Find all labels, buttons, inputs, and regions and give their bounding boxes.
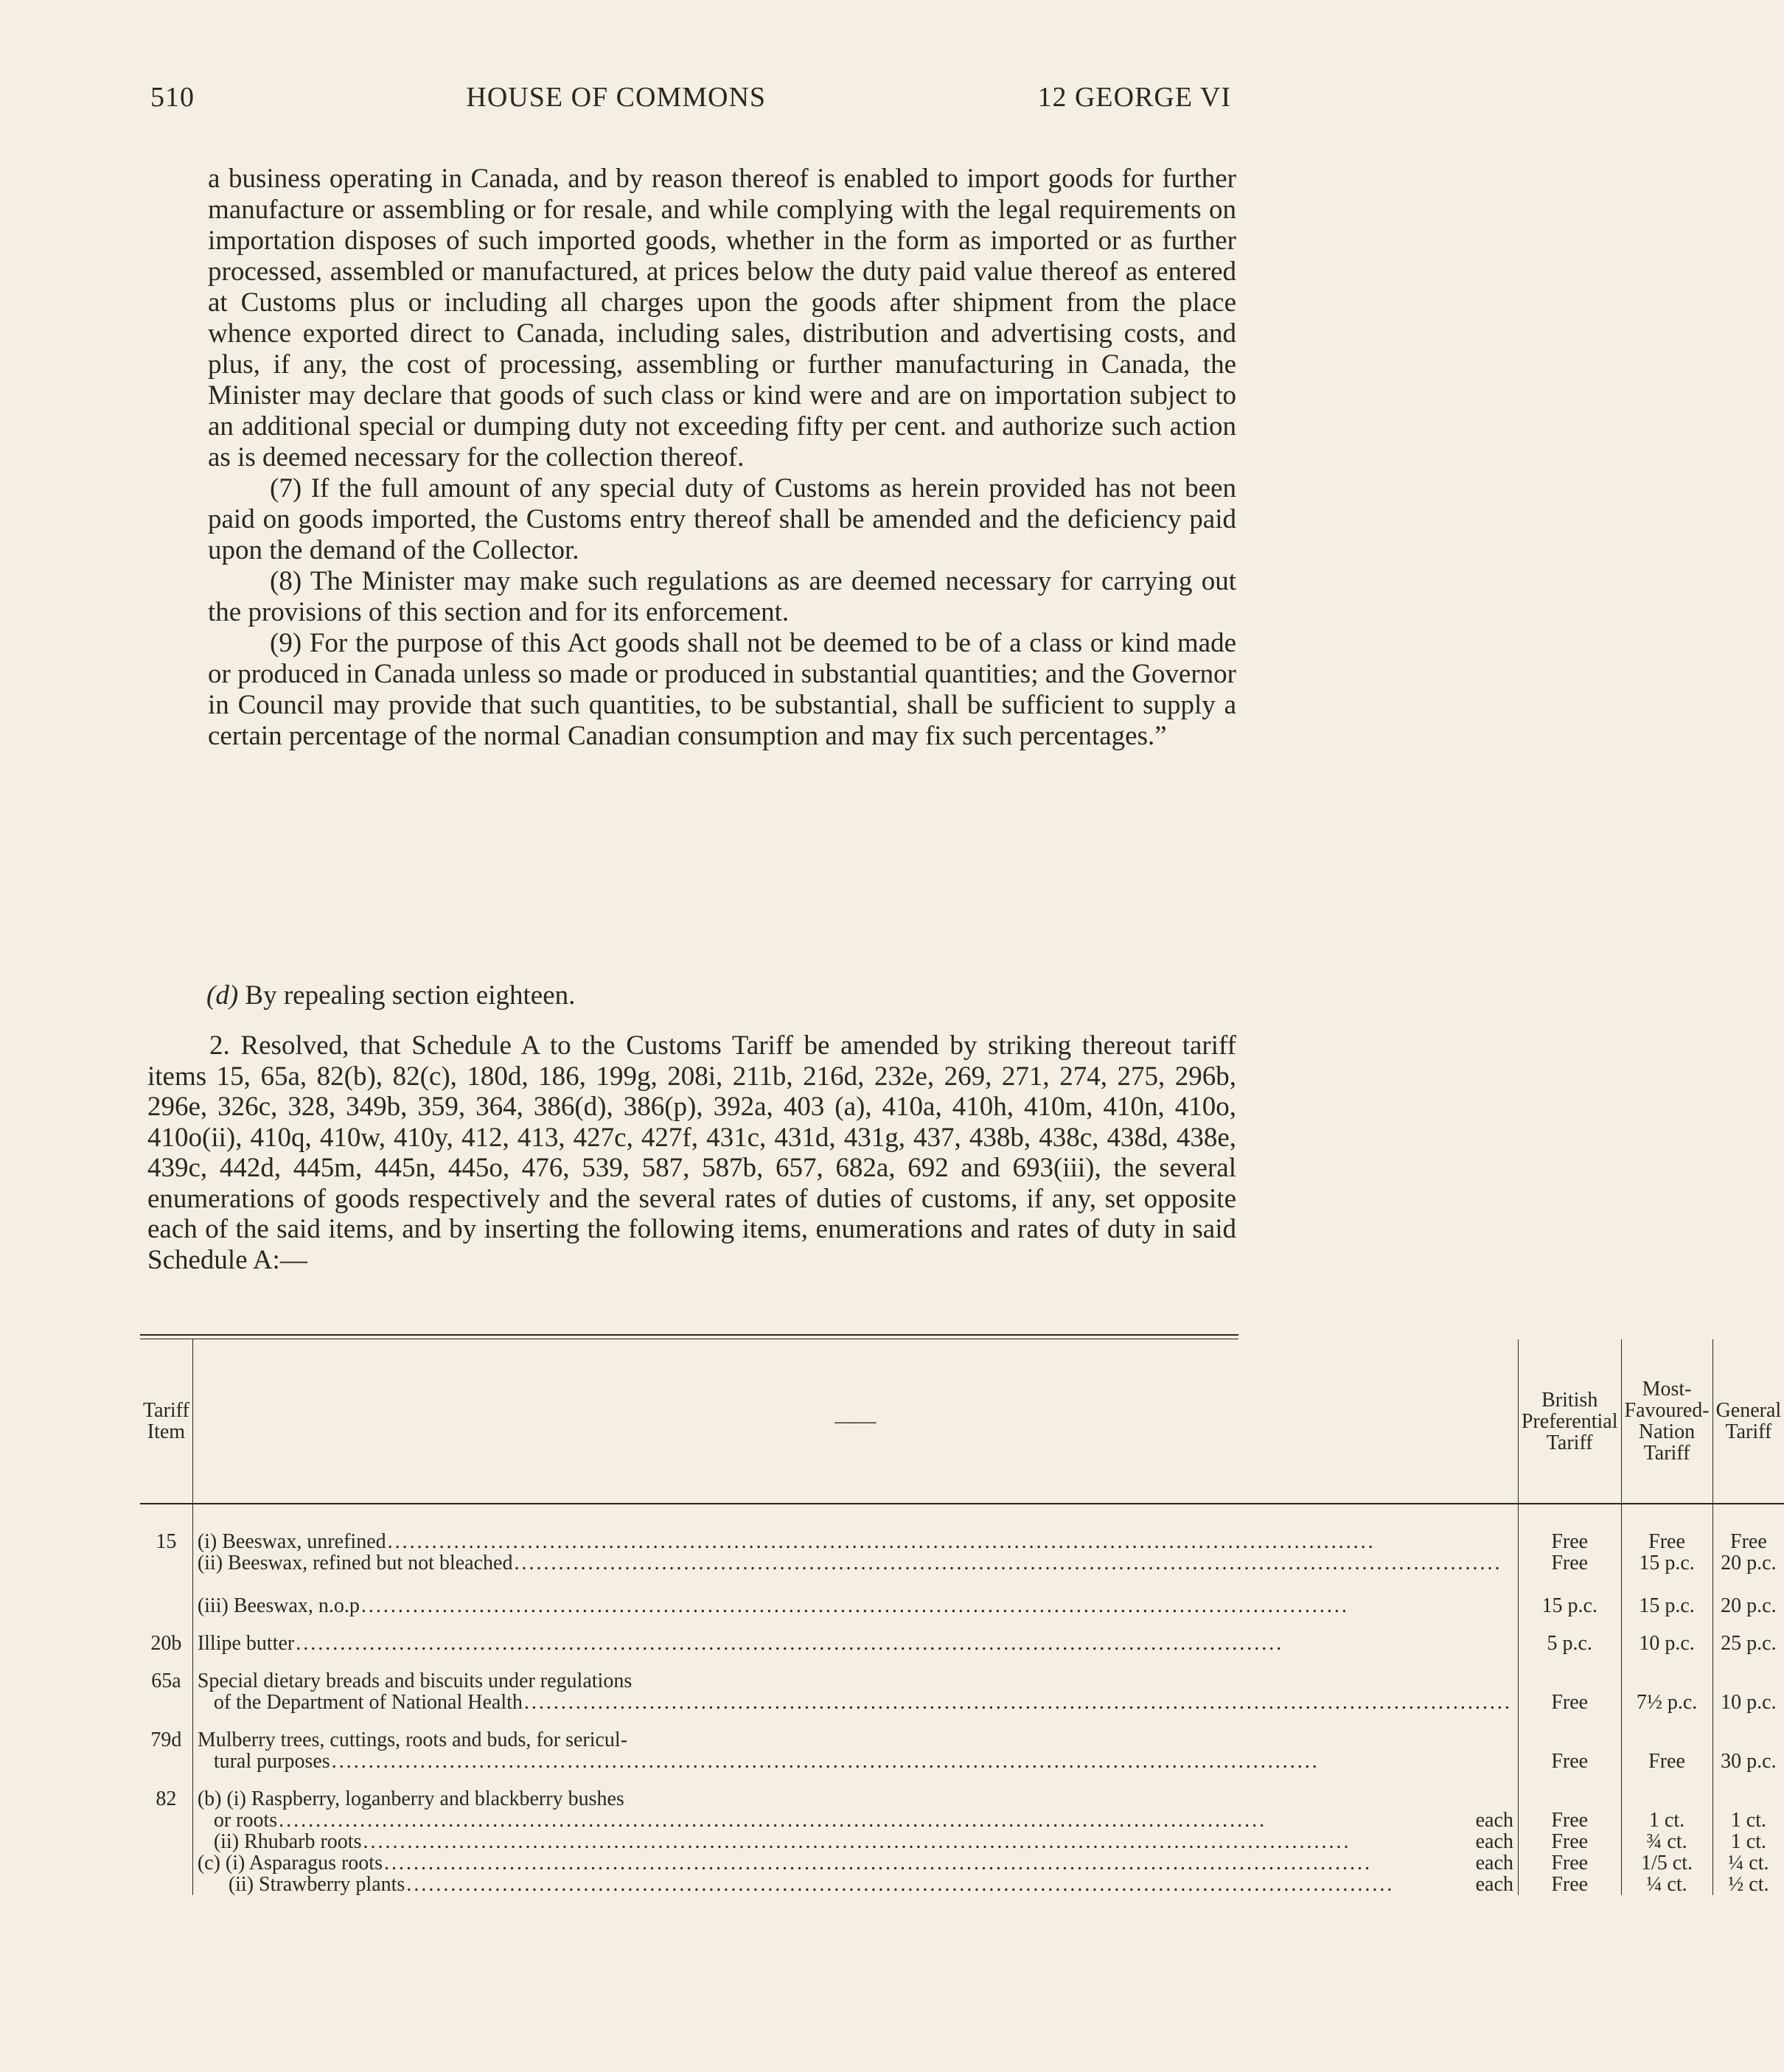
resolution-text: 2. Resolved, that Schedule A to the Customs Tariff be amended by striking thereout tariff items 15, 65a, 82(b), 82(c), 180d, 186, 199g, 208i, 211b, 216d, 232e, 269, 271, 274, 275, 296b, 296e, 326c, 328, 349b, 359, 364, 386(d), 386(p), 392a, 403 (a), 410a, 410h, 410m, 410n, 410o, 410o(ii), 410q, 410w, 410y, 412, 413, 427c, 427f, 431c, 431d, 431g, 437, 438b, 438c, 438d, 438e, 439c, 442d, 445m, 445n, 445o, 476, 539, 587, 587b, 657, 682a, 692 and 693(iii), the several enumerations of goods respectively and the several rates of duties of customs, if any, set opposite each of the said items, and by inserting the following items, enumerations and rates of duty in said Schedule A:— xyxy=(147,1030,1236,1275)
mfn-rate xyxy=(1626,1670,1708,1692)
general-rate: 20 p.c. xyxy=(1721,1594,1777,1617)
tariff-description xyxy=(192,1654,1518,1713)
description-line xyxy=(198,1751,1513,1772)
british-preferential-rate: Free xyxy=(1551,1830,1589,1853)
description-line xyxy=(198,1531,1513,1552)
description-line xyxy=(198,1810,1513,1831)
mfn-rate: 1/5 ct. xyxy=(1641,1852,1693,1874)
table-row xyxy=(140,1713,1784,1772)
mfn-rate xyxy=(1626,1574,1708,1595)
tariff-description xyxy=(192,1504,1518,1616)
description-text: (b) (i) Raspberry, loganberry and blackberry bushes xyxy=(197,1787,624,1810)
mfn-rate: ¼ ct. xyxy=(1646,1873,1687,1896)
running-head xyxy=(150,81,1231,114)
british-preferential-rate: Free xyxy=(1551,1750,1589,1773)
dot-leader xyxy=(514,1552,1511,1574)
general-rate-cell xyxy=(1712,1772,1784,1895)
description-text: (c) (i) Asparagus roots xyxy=(197,1852,383,1874)
general-rate xyxy=(1718,1574,1780,1595)
description-line xyxy=(198,1670,1513,1692)
british-preferential-rate: Free xyxy=(1551,1852,1589,1874)
general-rate-cell xyxy=(1712,1654,1784,1713)
unit-label: each xyxy=(1475,1873,1513,1896)
british-preferential-rate: Free xyxy=(1551,1873,1589,1896)
header-most-favoured-nation: Most-Favoured-Nation Tariff xyxy=(1621,1339,1712,1504)
dot-leader xyxy=(388,1531,1512,1552)
paragraph-8: (8) The Minister may make such regulations as are deemed necessary for carrying out the provisions of this section and for its enforcement. xyxy=(208,566,1236,627)
table-top-rule xyxy=(140,1334,1238,1339)
table-row xyxy=(140,1654,1784,1713)
description-text: (ii) Strawberry plants xyxy=(228,1873,405,1896)
table-row xyxy=(140,1504,1784,1616)
mfn-rate: Free xyxy=(1648,1530,1685,1553)
mfn-rate xyxy=(1626,1729,1708,1751)
general-rate xyxy=(1718,1729,1780,1751)
header-tariff-item: Tariff Item xyxy=(140,1339,192,1504)
description-line xyxy=(198,1788,1513,1810)
dot-leader xyxy=(296,1633,1512,1654)
general-rate-cell xyxy=(1712,1504,1784,1616)
tariff-item-number: 15 xyxy=(156,1530,177,1553)
description-text: (i) Beeswax, unrefined xyxy=(197,1530,386,1553)
mfn-rate: 15 p.c. xyxy=(1639,1594,1695,1617)
general-rate-cell xyxy=(1712,1616,1784,1654)
tariff-description xyxy=(192,1616,1518,1654)
british-preferential-rate: Free xyxy=(1551,1552,1589,1574)
general-rate: 1 ct. xyxy=(1730,1830,1766,1853)
general-rate xyxy=(1718,1788,1780,1810)
general-rate: Free xyxy=(1730,1530,1767,1553)
description-text: Illipe butter xyxy=(197,1632,295,1655)
general-rate-cell xyxy=(1712,1713,1784,1772)
general-rate: ¼ ct. xyxy=(1728,1852,1769,1874)
mfn-rate: 15 p.c. xyxy=(1639,1552,1695,1574)
british-preferential-rate-cell xyxy=(1518,1654,1621,1713)
unit-label: each xyxy=(1475,1852,1513,1874)
british-preferential-rate-cell xyxy=(1518,1504,1621,1616)
tariff-item-number: 82 xyxy=(156,1787,177,1810)
tariff-item-number: 79d xyxy=(150,1729,182,1751)
dot-leader xyxy=(524,1692,1512,1713)
general-rate: 20 p.c. xyxy=(1721,1552,1777,1574)
tariff-description xyxy=(192,1713,1518,1772)
dot-leader xyxy=(363,1831,1474,1852)
british-preferential-rate-cell xyxy=(1518,1713,1621,1772)
general-rate: 10 p.c. xyxy=(1721,1691,1777,1714)
description-line xyxy=(198,1874,1513,1895)
paragraph-9: (9) For the purpose of this Act goods shall not be deemed to be of a class or kind made or produced in Canada unless so made or produced in substantial quantities; and the Governor in Council may provide that such quantities, to be substantial, shall be sufficient to supply a certain percentage of the normal Canadian consumption and may fix such percentages.” xyxy=(208,628,1236,751)
description-line xyxy=(198,1729,1513,1751)
description-line xyxy=(198,1831,1513,1852)
unit-label: each xyxy=(1475,1830,1513,1853)
body-text xyxy=(208,164,1236,752)
british-preferential-rate: 5 p.c. xyxy=(1547,1632,1592,1655)
description-line xyxy=(198,1692,1513,1713)
description-text: (iii) Beeswax, n.o.p xyxy=(197,1594,360,1617)
tariff-table xyxy=(140,1334,1782,1896)
clause-d-text: By repealing section eighteen. xyxy=(245,980,576,1011)
header-description: —— xyxy=(192,1339,1518,1504)
clause-d xyxy=(208,980,575,1011)
mfn-rate xyxy=(1626,1788,1708,1810)
general-rate xyxy=(1718,1670,1780,1692)
session-label: 12 GEORGE VI xyxy=(1037,82,1231,113)
mfn-rate: Free xyxy=(1648,1750,1685,1773)
description-text: (ii) Rhubarb roots xyxy=(213,1830,362,1853)
description-text: of the Department of National Health xyxy=(213,1691,523,1714)
mfn-rate-cell xyxy=(1621,1713,1712,1772)
general-rate: 1 ct. xyxy=(1730,1809,1766,1832)
mfn-rate-cell xyxy=(1621,1616,1712,1654)
tariff-item-number: 20b xyxy=(150,1632,182,1655)
unit-label: each xyxy=(1475,1809,1513,1832)
header-general: General Tariff xyxy=(1712,1339,1784,1504)
mfn-rate: 1 ct. xyxy=(1648,1809,1685,1832)
british-preferential-rate-cell xyxy=(1518,1772,1621,1895)
description-text: or roots xyxy=(213,1809,278,1832)
tariff-description xyxy=(192,1772,1518,1895)
dot-leader xyxy=(279,1810,1474,1831)
description-line xyxy=(198,1552,1513,1574)
mfn-rate-cell xyxy=(1621,1654,1712,1713)
mfn-rate: ¾ ct. xyxy=(1646,1830,1687,1853)
general-rate: 30 p.c. xyxy=(1721,1750,1777,1773)
clause-d-label: (d) xyxy=(206,980,239,1011)
table-row xyxy=(140,1616,1784,1654)
paragraph-continued: a business operating in Canada, and by reason thereof is enabled to import goods for further manufacture or assembling or for resale, and while complying with the legal requirements on importation disposes of such imported goods, whether in the form as imported or as further processed, assembled or manufactured, at prices below the duty paid value thereof as entered at Customs plus or including all charges upon the goods after shipment from the place whence exported direct to Canada, including sales, distribution and advertising costs, and plus, if any, the cost of processing, assembling or further manufacturing in Canada, the Minister may declare that goods of such class or kind were and are on importation subject to an additional special or dumping duty not exceeding fifty per cent. and authorize such action as is deemed necessary for the collection thereof. xyxy=(208,164,1236,472)
mfn-rate-cell xyxy=(1621,1504,1712,1616)
british-preferential-rate-cell xyxy=(1518,1616,1621,1654)
british-preferential-rate: Free xyxy=(1551,1809,1589,1832)
description-line xyxy=(198,1633,1513,1654)
british-preferential-rate: Free xyxy=(1551,1691,1589,1714)
tariff-item-number: 65a xyxy=(151,1670,181,1692)
dot-leader xyxy=(332,1751,1512,1772)
resolution xyxy=(147,1030,1236,1275)
description-line xyxy=(198,1595,1513,1616)
british-preferential-rate xyxy=(1523,1729,1617,1751)
mfn-rate: 7½ p.c. xyxy=(1636,1691,1698,1714)
dot-leader xyxy=(384,1852,1474,1874)
mfn-rate-cell xyxy=(1621,1772,1712,1895)
british-preferential-rate: 15 p.c. xyxy=(1541,1594,1597,1617)
british-preferential-rate xyxy=(1523,1574,1617,1595)
british-preferential-rate: Free xyxy=(1551,1530,1589,1553)
table-header-row xyxy=(140,1339,1784,1504)
running-title: HOUSE OF COMMONS xyxy=(466,82,767,113)
british-preferential-rate xyxy=(1523,1670,1617,1692)
description-text: Mulberry trees, cuttings, roots and buds, for sericul- xyxy=(197,1729,628,1751)
page-number: 510 xyxy=(150,82,195,113)
general-rate: ½ ct. xyxy=(1728,1873,1769,1896)
header-british-preferential: British Preferential Tariff xyxy=(1518,1339,1621,1504)
description-text: tural purposes xyxy=(213,1750,330,1773)
dot-leader xyxy=(361,1595,1512,1616)
table-row xyxy=(140,1772,1784,1895)
description-text: Special dietary breads and biscuits under regulations xyxy=(197,1670,633,1692)
british-preferential-rate xyxy=(1523,1788,1617,1810)
description-line xyxy=(198,1852,1513,1874)
dot-leader xyxy=(406,1874,1474,1895)
mfn-rate: 10 p.c. xyxy=(1639,1632,1695,1655)
description-text: (ii) Beeswax, refined but not bleached xyxy=(197,1552,513,1574)
description-line xyxy=(198,1574,1513,1595)
paragraph-7: (7) If the full amount of any special duty of Customs as herein provided has not been paid on goods imported, the Customs entry thereof shall be amended and the deficiency paid upon the demand of the Collector. xyxy=(208,473,1236,565)
general-rate: 25 p.c. xyxy=(1721,1632,1777,1655)
